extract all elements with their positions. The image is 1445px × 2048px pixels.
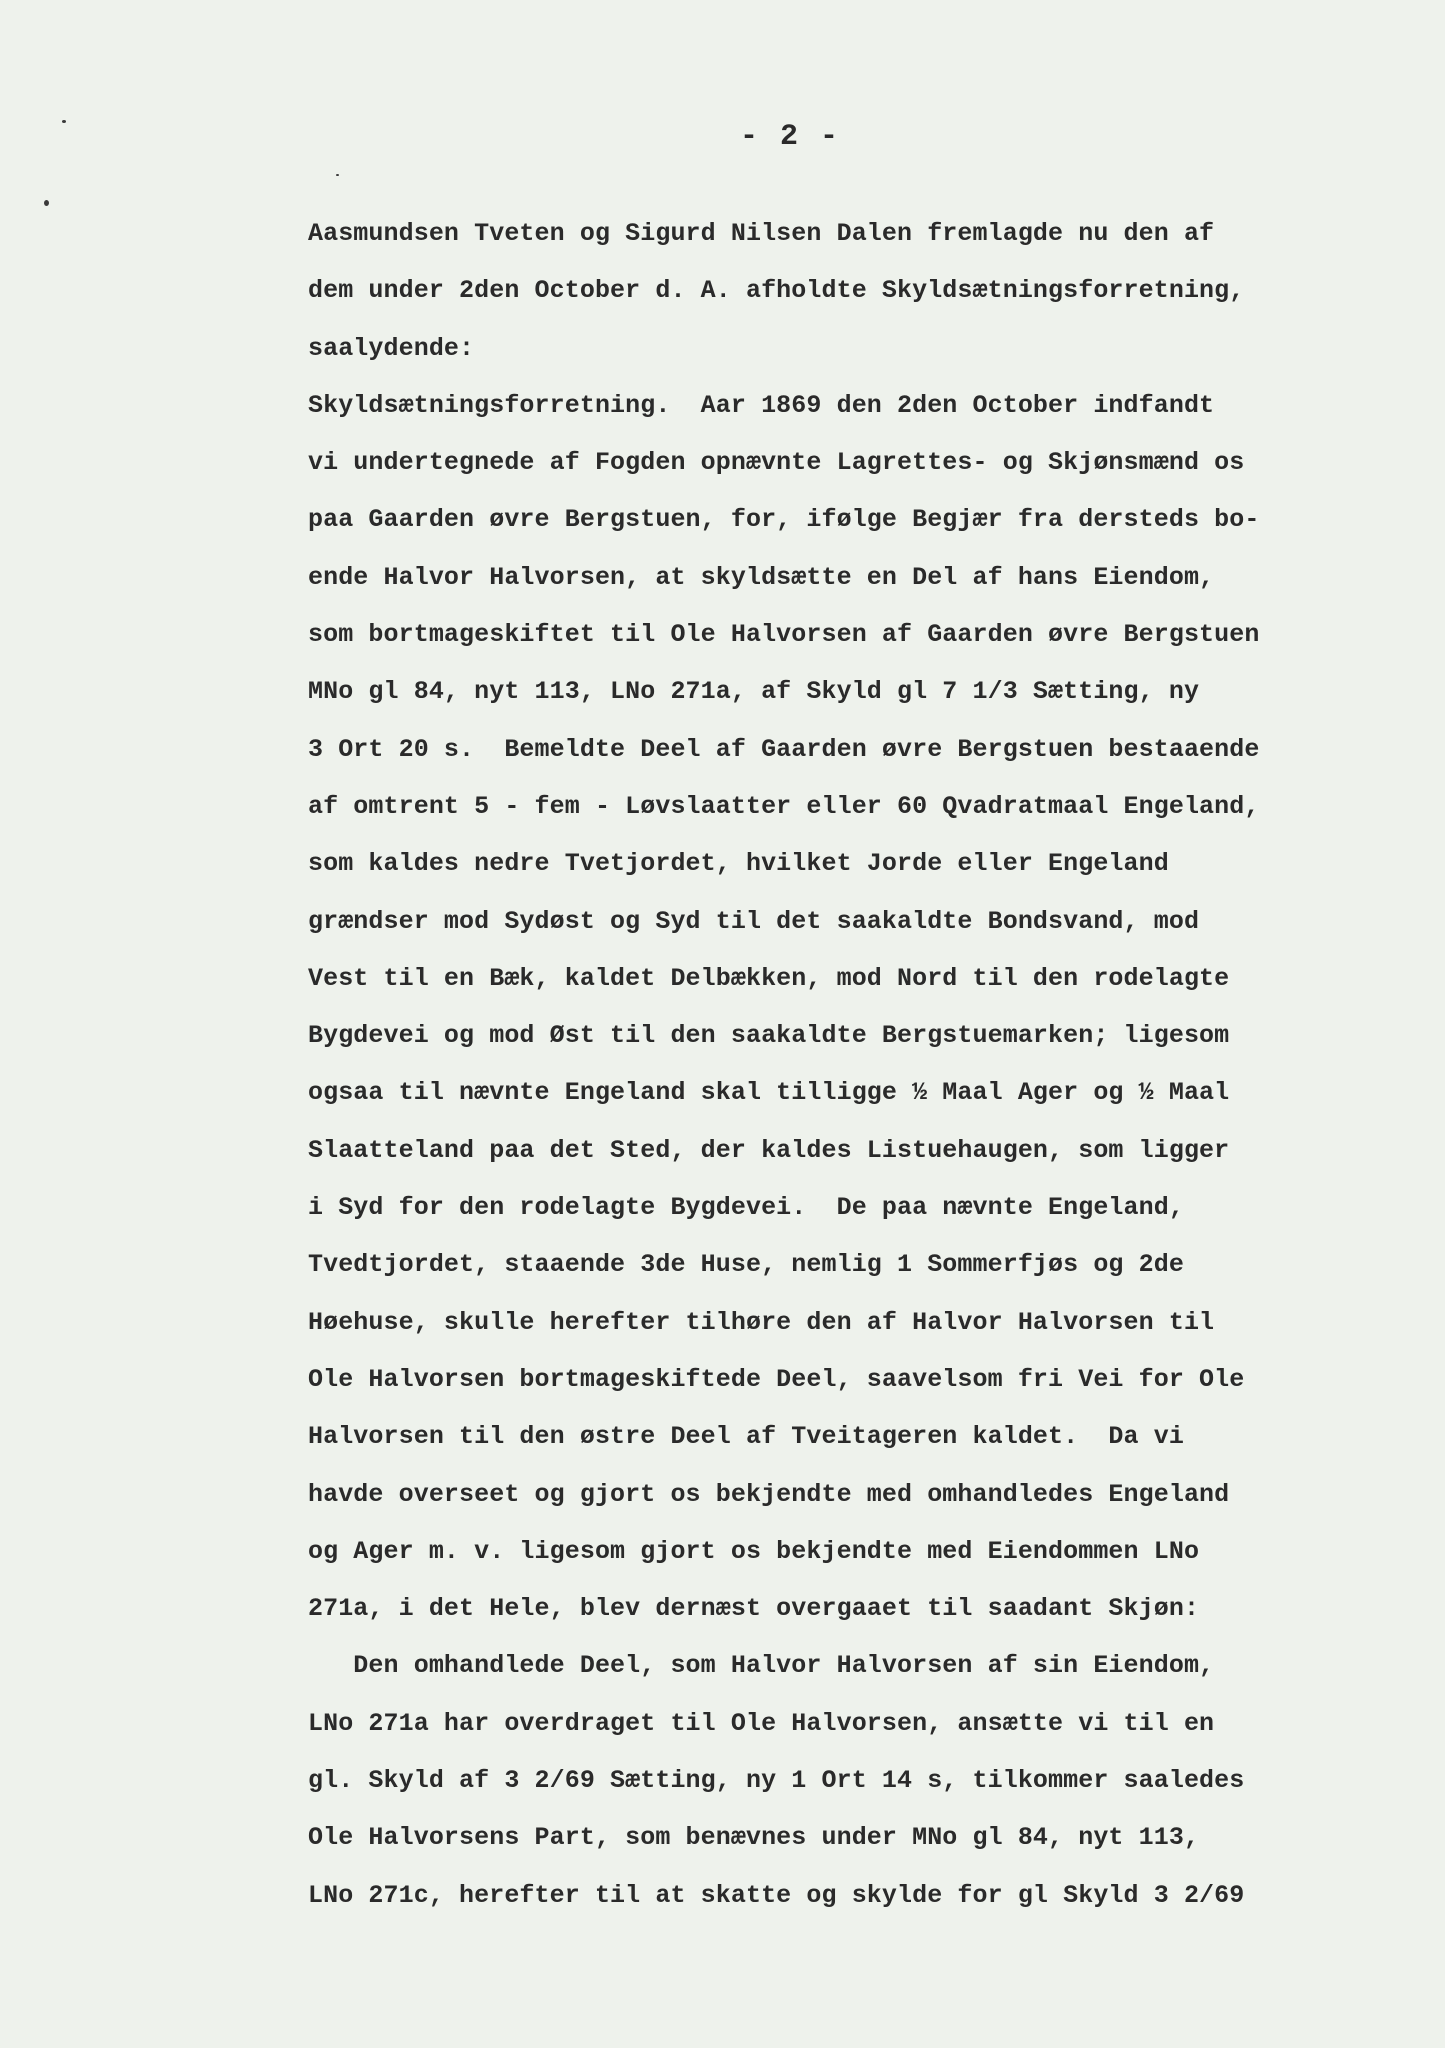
text-line: 271a, i det Hele, blev dernæst overgaaet til saadant Skjøn: — [308, 1594, 1200, 1624]
text-line: Ole Halvorsen bortmageskiftede Deel, saavelsom fri Vei for Ole — [308, 1364, 1245, 1394]
text-line: som kaldes nedre Tvetjordet, hvilket Jorde eller Engeland — [308, 849, 1169, 879]
text-line: Høehuse, skulle herefter tilhøre den af Halvor Halvorsen til — [308, 1307, 1215, 1337]
text-line: Den omhandlede Deel, som Halvor Halvorsen af sin Eiendom, — [308, 1651, 1215, 1681]
text-line: Vest til en Bæk, kaldet Delbækken, mod Nord til den rodelagte — [308, 963, 1230, 993]
text-line: saalydende: — [308, 333, 475, 363]
text-line: vi undertegnede af Fogden opnævnte Lagrettes- og Skjønsmænd os — [308, 448, 1245, 478]
text-line: havde overseet og gjort os bekjendte med omhandledes Engeland — [308, 1479, 1230, 1509]
scan-speck — [44, 200, 49, 206]
text-line: MNo gl 84, nyt 113, LNo 271a, af Skyld gl 7 1/3 Sætting, ny — [308, 677, 1200, 707]
text-line: LNo 271a har overdraget til Ole Halvorsen, ansætte vi til en — [308, 1708, 1215, 1738]
text-line: Slaatteland paa det Sted, der kaldes Listuehaugen, som ligger — [308, 1135, 1230, 1165]
text-line: LNo 271c, herefter til at skatte og skylde for gl Skyld 3 2/69 — [308, 1880, 1245, 1910]
text-line: Bygdevei og mod Øst til den saakaldte Bergstuemarken; ligesom — [308, 1021, 1230, 1051]
text-line: Aasmundsen Tveten og Sigurd Nilsen Dalen fremlagde nu den af — [308, 219, 1215, 248]
text-line: i Syd for den rodelagte Bygdevei. De paa nævnte Engeland, — [308, 1193, 1184, 1223]
text-line: Halvorsen til den østre Deel af Tveitageren kaldet. Da vi — [308, 1422, 1184, 1452]
text-line: gl. Skyld af 3 2/69 Sætting, ny 1 Ort 14 s, tilkommer saaledes — [308, 1766, 1245, 1796]
text-line: dem under 2den October d. A. afholdte Skyldsætningsforretning, — [308, 276, 1245, 306]
text-line: grændser mod Sydøst og Syd til det saakaldte Bondsvand, mod — [308, 906, 1200, 936]
page-number: - 2 - — [740, 120, 841, 154]
document-body — [308, 205, 1418, 1924]
scan-speck — [62, 120, 66, 123]
text-line: 3 Ort 20 s. Bemeldte Deel af Gaarden øvre Bergstuen bestaaende — [308, 734, 1260, 764]
scan-speck — [336, 174, 339, 176]
text-line: Skyldsætningsforretning. Aar 1869 den 2den October indfandt — [308, 390, 1215, 420]
text-line: ende Halvor Halvorsen, at skyldsætte en Del af hans Eiendom, — [308, 562, 1215, 592]
text-line: Ole Halvorsens Part, som benævnes under MNo gl 84, nyt 113, — [308, 1823, 1200, 1853]
text-line: ogsaa til nævnte Engeland skal tilligge ½ Maal Ager og ½ Maal — [308, 1078, 1230, 1108]
text-line: og Ager m. v. ligesom gjort os bekjendte med Eiendommen LNo — [308, 1536, 1200, 1566]
text-line: af omtrent 5 - fem - Løvslaatter eller 60 Qvadratmaal Engeland, — [308, 791, 1260, 821]
text-line: Tvedtjordet, staaende 3de Huse, nemlig 1 Sommerfjøs og 2de — [308, 1250, 1184, 1280]
text-line: som bortmageskiftet til Ole Halvorsen af Gaarden øvre Bergstuen — [308, 620, 1260, 650]
text-line: paa Gaarden øvre Bergstuen, for, ifølge Begjær fra dersteds bo- — [308, 505, 1260, 535]
